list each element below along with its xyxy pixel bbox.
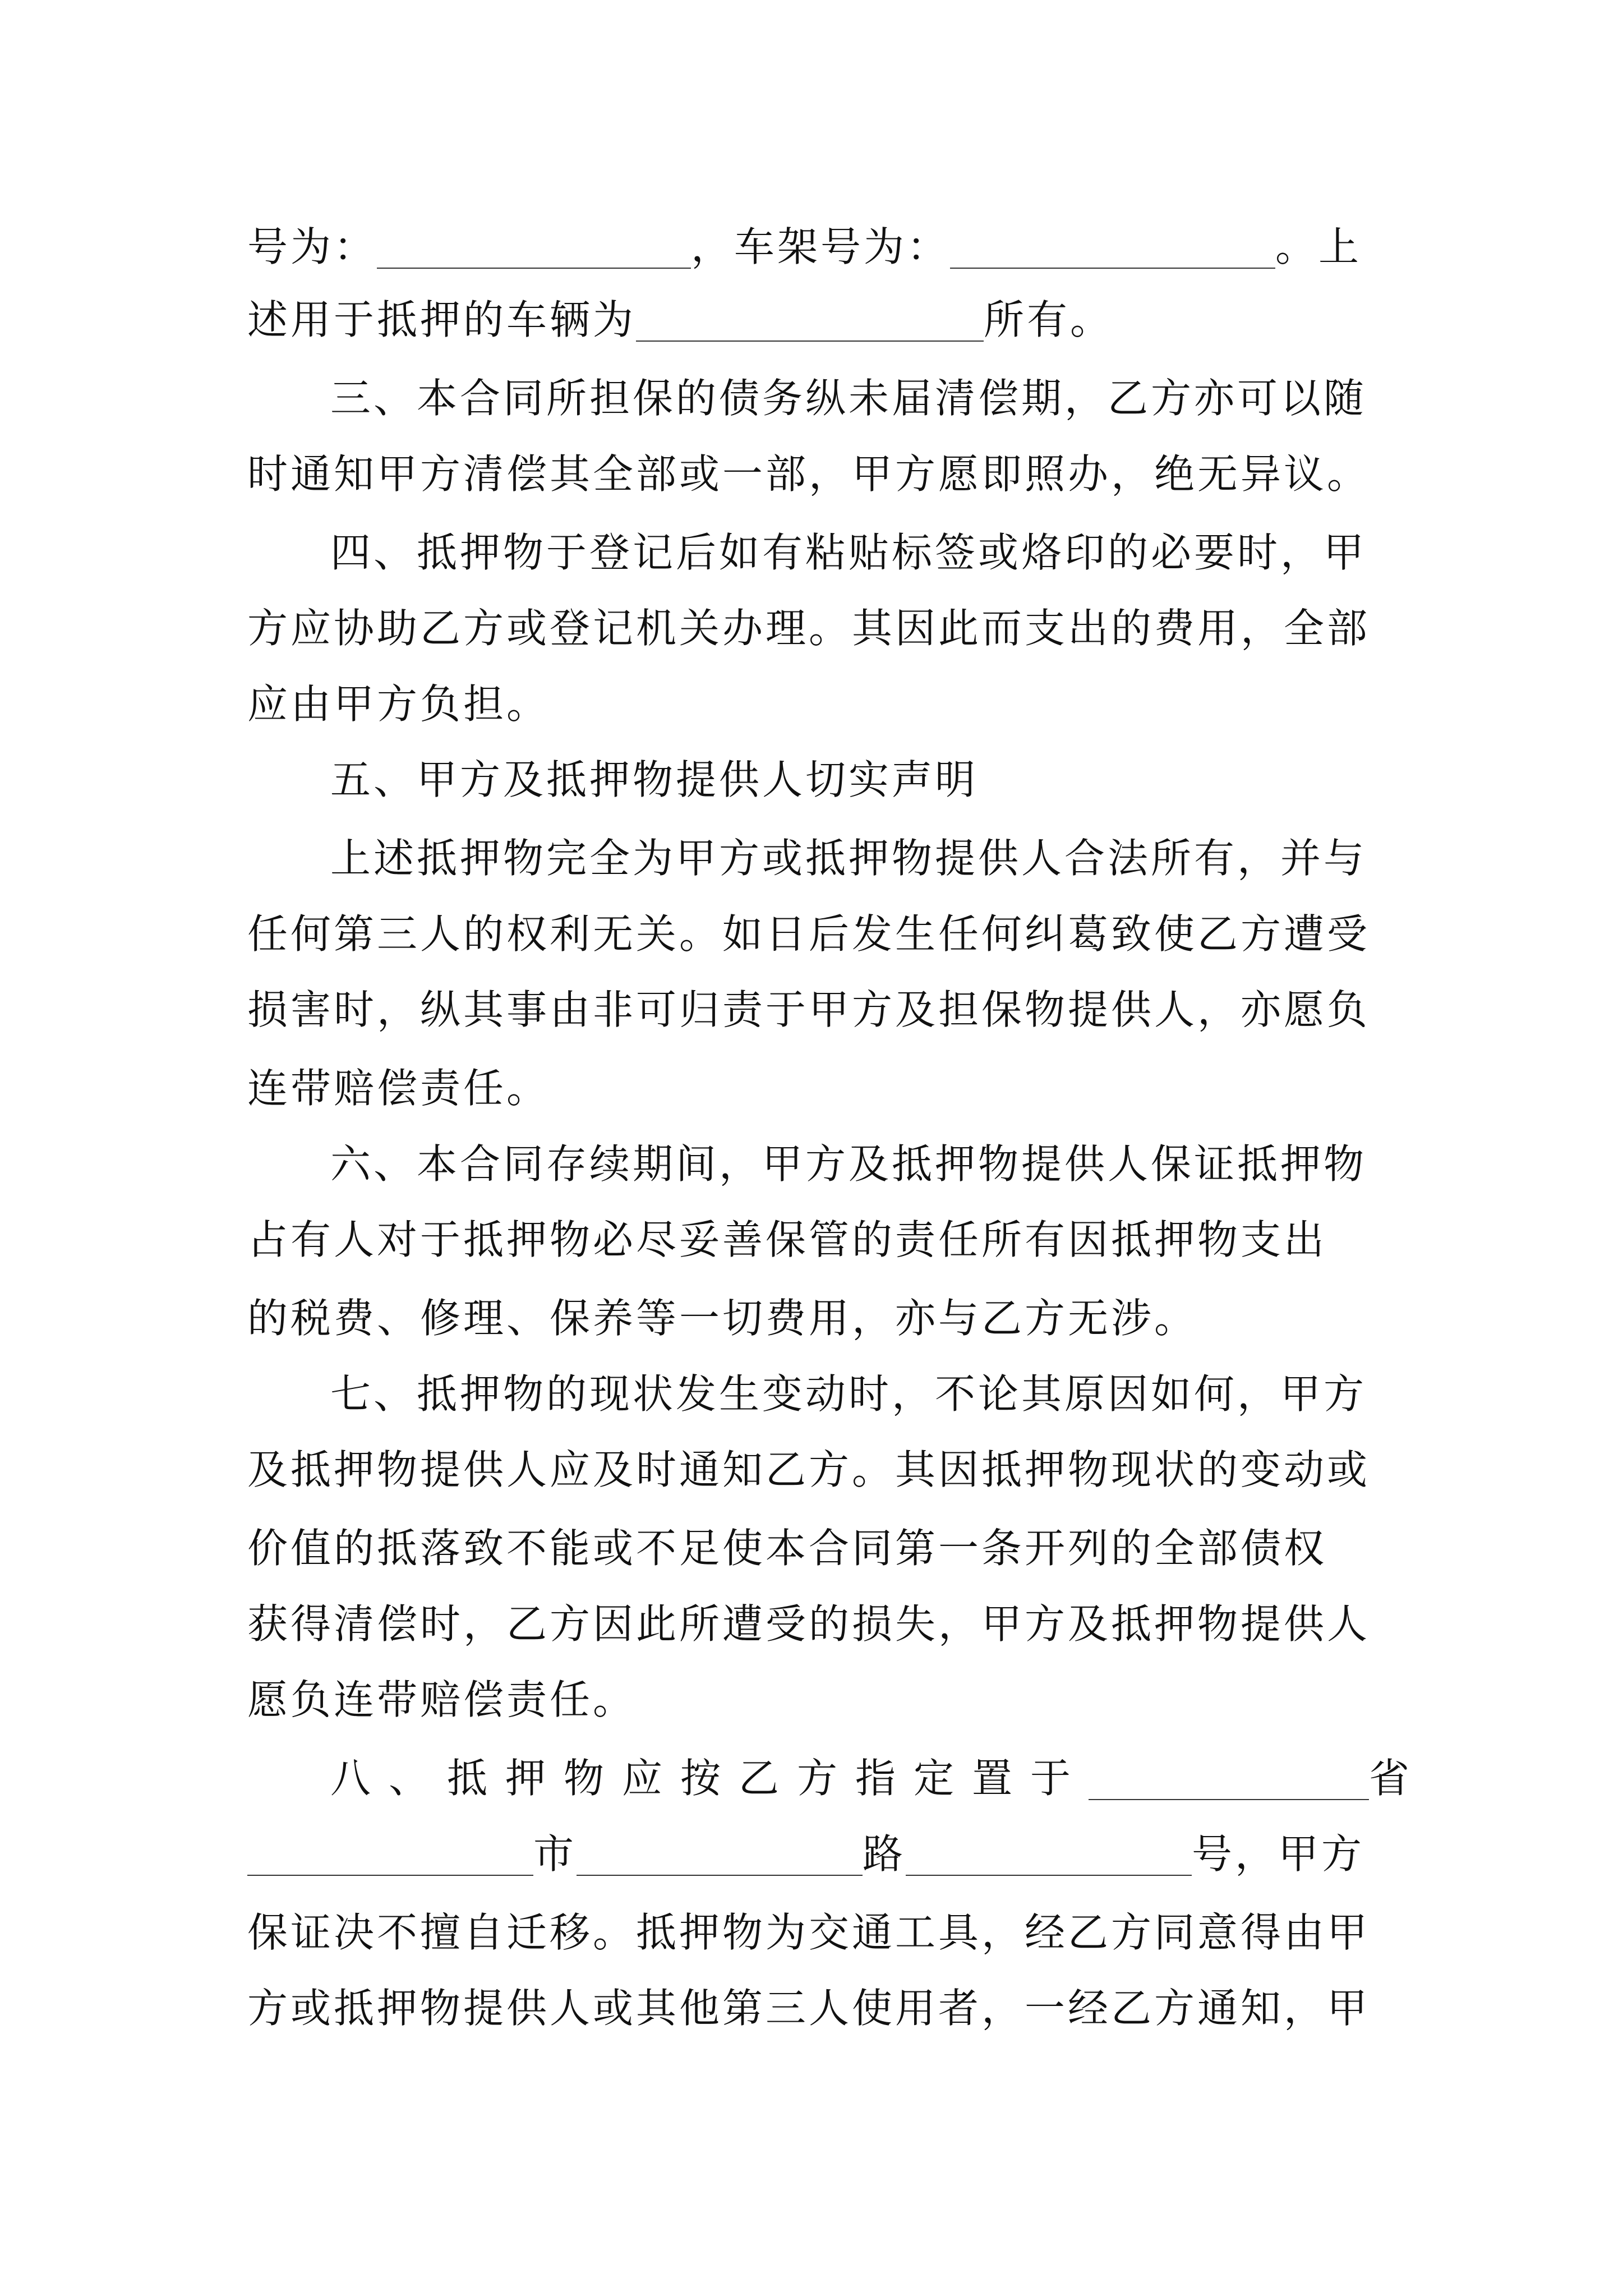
house-number-blank[interactable] <box>906 1834 1192 1876</box>
label-text: 号，甲方 <box>1192 1830 1365 1878</box>
paragraph-line: 价值的抵落致不能或不足使本合同第一条开列的全部债权 <box>247 1525 1327 1572</box>
paragraph-line: 保证决不擅自迁移。抵押物为交通工具，经乙方同意得由甲 <box>247 1909 1371 1956</box>
paragraph-line: 上述抵押物完全为甲方或抵押物提供人合法所有，并与 <box>330 835 1367 882</box>
engine-number-blank[interactable] <box>377 227 691 269</box>
paragraph-line: 三、本合同所担保的债务纵未届清偿期，乙方亦可以随 <box>330 375 1367 422</box>
paragraph-line: 任何第三人的权利无关。如日后发生任何纠葛致使乙方遭受 <box>247 910 1371 958</box>
label-text: 路 <box>863 1830 906 1878</box>
paragraph-line: 五、甲方及抵押物提供人切实声明 <box>330 756 979 803</box>
label-text: 号为： <box>247 223 377 270</box>
province-blank[interactable] <box>1089 1759 1369 1800</box>
paragraph-line: 占有人对于抵押物必尽妥善保管的责任所有因抵押物支出 <box>247 1216 1327 1263</box>
vin-number-blank[interactable] <box>950 227 1275 269</box>
label-text: 八、抵押物应按乙方指定置于 <box>330 1755 1089 1802</box>
paragraph-line: 愿负连带赔偿责任。 <box>247 1676 637 1723</box>
city-blank[interactable] <box>247 1834 533 1876</box>
paragraph-line: 及抵押物提供人应及时通知乙方。其因抵押物现状的变动或 <box>247 1446 1371 1493</box>
paragraph-line: 应由甲方负担。 <box>247 680 550 728</box>
paragraph-line: 获得清偿时，乙方因此所遭受的损失，甲方及抵押物提供人 <box>247 1600 1371 1648</box>
paragraph-line: 连带赔偿责任。 <box>247 1065 550 1112</box>
label-text: 省 <box>1369 1755 1413 1802</box>
vehicle-owner-blank[interactable] <box>636 300 984 342</box>
paragraph-line: 方应协助乙方或登记机关办理。其因此而支出的费用，全部 <box>247 605 1371 652</box>
label-text: 所有。 <box>984 296 1114 343</box>
paragraph-line: 损害时，纵其事由非可归责于甲方及担保物提供人，亦愿负 <box>247 986 1371 1033</box>
paragraph-line: 的税费、修理、保养等一切费用，亦与乙方无涉。 <box>247 1295 1198 1342</box>
road-blank[interactable] <box>577 1834 863 1876</box>
paragraph-line: 时通知甲方清偿其全部或一部，甲方愿即照办，绝无异议。 <box>247 450 1371 498</box>
paragraph-line: 方或抵押物提供人或其他第三人使用者，一经乙方通知，甲 <box>247 1985 1371 2032</box>
label-text: ，车架号为： <box>691 223 951 270</box>
label-text: 市 <box>533 1830 577 1878</box>
text-line <box>247 286 1376 353</box>
paragraph-line: 七、抵押物的现状发生变动时，不论其原因如何，甲方 <box>330 1370 1367 1418</box>
paragraph-line: 六、本合同存续期间，甲方及抵押物提供人保证抵押物 <box>330 1140 1367 1188</box>
text-line <box>247 213 1376 280</box>
text-line <box>247 1745 1413 1812</box>
paragraph-line: 四、抵押物于登记后如有粘贴标签或烙印的必要时，甲 <box>330 529 1367 576</box>
label-text: 。上 <box>1275 223 1362 270</box>
label-text: 述用于抵押的车辆为 <box>247 296 637 343</box>
text-line <box>247 1820 1376 1888</box>
